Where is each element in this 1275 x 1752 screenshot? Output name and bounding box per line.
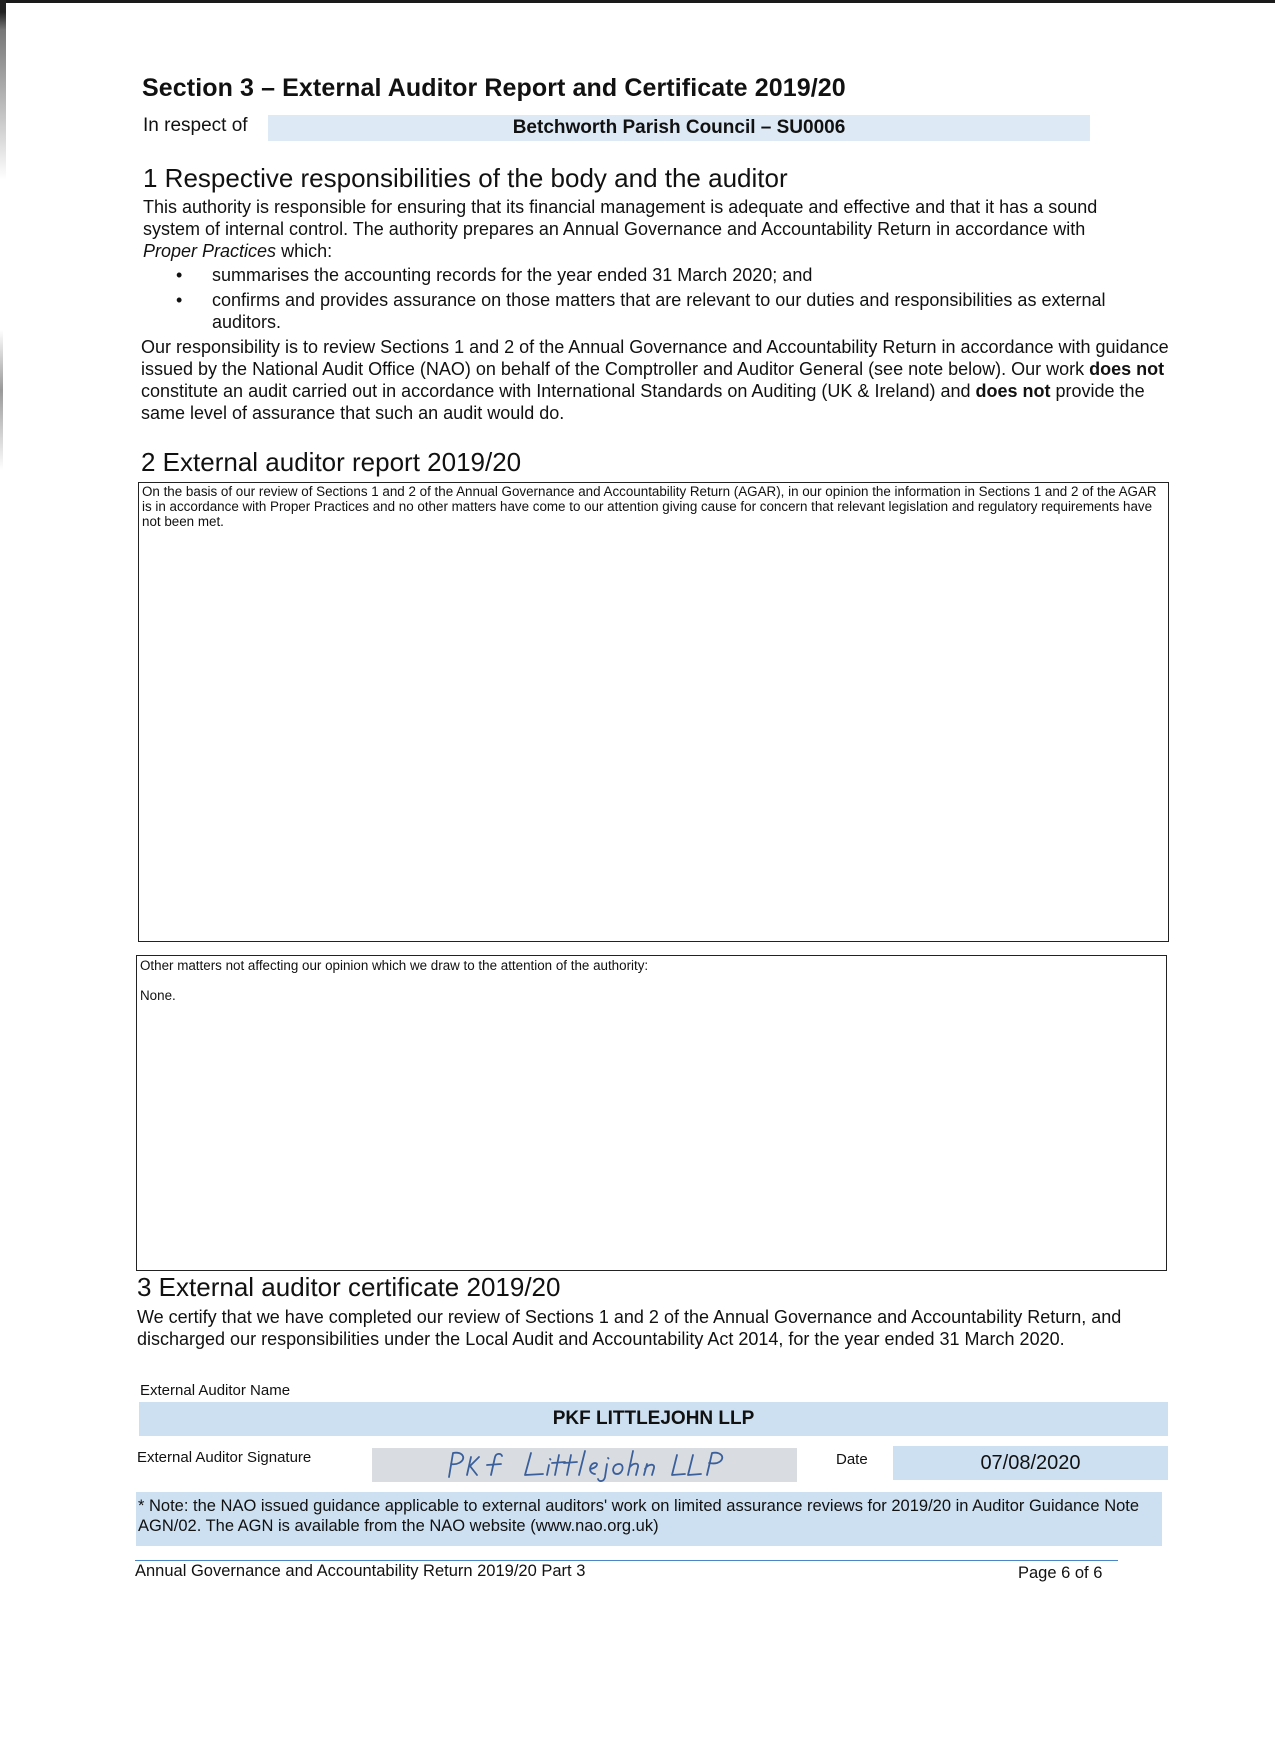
date-value: 07/08/2020: [980, 1451, 1081, 1474]
responsibilities-bullet-list: [172, 264, 1132, 336]
scan-edge-left: [0, 0, 6, 180]
other-matters-value: None.: [140, 988, 176, 1003]
authority-name-field: [268, 115, 1090, 141]
report-heading: 2 External auditor report 2019/20: [141, 447, 522, 477]
responsibilities-paragraph-2: Our responsibility is to review Sections 1 and 2 of the Annual Governance and Accountability Return in accordance with guidance issued by the National Audit Office (NAO) on behalf of the Comptroller and Auditor General (see note below). Our work does not constitute an audit carried out in accordance with International Standards on Auditing (UK & Ireland) and does not provide the same level of assurance that such an audit would do.: [141, 337, 1169, 423]
scan-edge-top: [0, 0, 1275, 3]
auditor-name-label: External Auditor Name: [140, 1382, 291, 1399]
auditor-report-box: [138, 482, 1169, 942]
auditor-signature-field: [372, 1448, 797, 1482]
in-respect-of-label: In respect of: [143, 115, 248, 136]
other-matters-label: Other matters not affecting our opinion which we draw to the attention of the authority:: [140, 958, 649, 973]
footer-document-title: Annual Governance and Accountability Return 2019/20 Part 3: [135, 1562, 586, 1580]
certificate-text: We certify that we have completed our review of Sections 1 and 2 of the Annual Governance and Accountability Return, and discharged our responsibilities under the Local Audit and Accountability Act 2014, for the year ended 31 March 2020.: [137, 1307, 1122, 1349]
scan-edge-shadow: [0, 330, 3, 470]
responsibilities-paragraph-1: This authority is responsible for ensuring that its financial management is adequate and effective and that it has a sound system of internal control. The authority prepares an Annual Governance and Accountability Return in accordance with Proper Practices which:: [143, 197, 1098, 261]
footer-page-number: Page 6 of 6: [1018, 1564, 1103, 1582]
handwritten-signature-icon: [415, 1445, 755, 1485]
footer-divider: [135, 1560, 1118, 1561]
other-matters-box: [136, 955, 1167, 1271]
auditor-signature-label: External Auditor Signature: [137, 1449, 312, 1466]
auditor-name-value: PKF LITTLEJOHN LLP: [552, 1408, 755, 1429]
auditor-opinion-text: On the basis of our review of Sections 1 and 2 of the Annual Governance and Accountability Return (AGAR), in our opinion the information in Sections 1 and 2 of the AGAR is in accordance with Proper Practices and no other matters have come to our attention giving cause for concern that relevant legislation and regulatory requirements have not been met.: [142, 484, 1157, 529]
authority-name-value: Betchworth Parish Council – SU0006: [512, 117, 846, 138]
responsibilities-heading: 1 Respective responsibilities of the body and the auditor: [143, 163, 788, 193]
date-field: [893, 1446, 1168, 1480]
date-label: Date: [836, 1451, 868, 1468]
certificate-heading: 3 External auditor certificate 2019/20: [137, 1272, 561, 1302]
list-item: • summarises the accounting records for the year ended 31 March 2020; and: [172, 264, 1132, 286]
nao-note: * Note: the NAO issued guidance applicable to external auditors' work on limited assurance reviews for 2019/20 in Auditor Guidance Note AGN/02. The AGN is available from the NAO website (www.nao.org.uk): [136, 1492, 1162, 1546]
list-item: • confirms and provides assurance on those matters that are relevant to our duties and responsibilities as external auditors.: [172, 289, 1132, 333]
auditor-name-field: [139, 1402, 1168, 1436]
section-title: Section 3 – External Auditor Report and Certificate 2019/20: [142, 74, 846, 102]
